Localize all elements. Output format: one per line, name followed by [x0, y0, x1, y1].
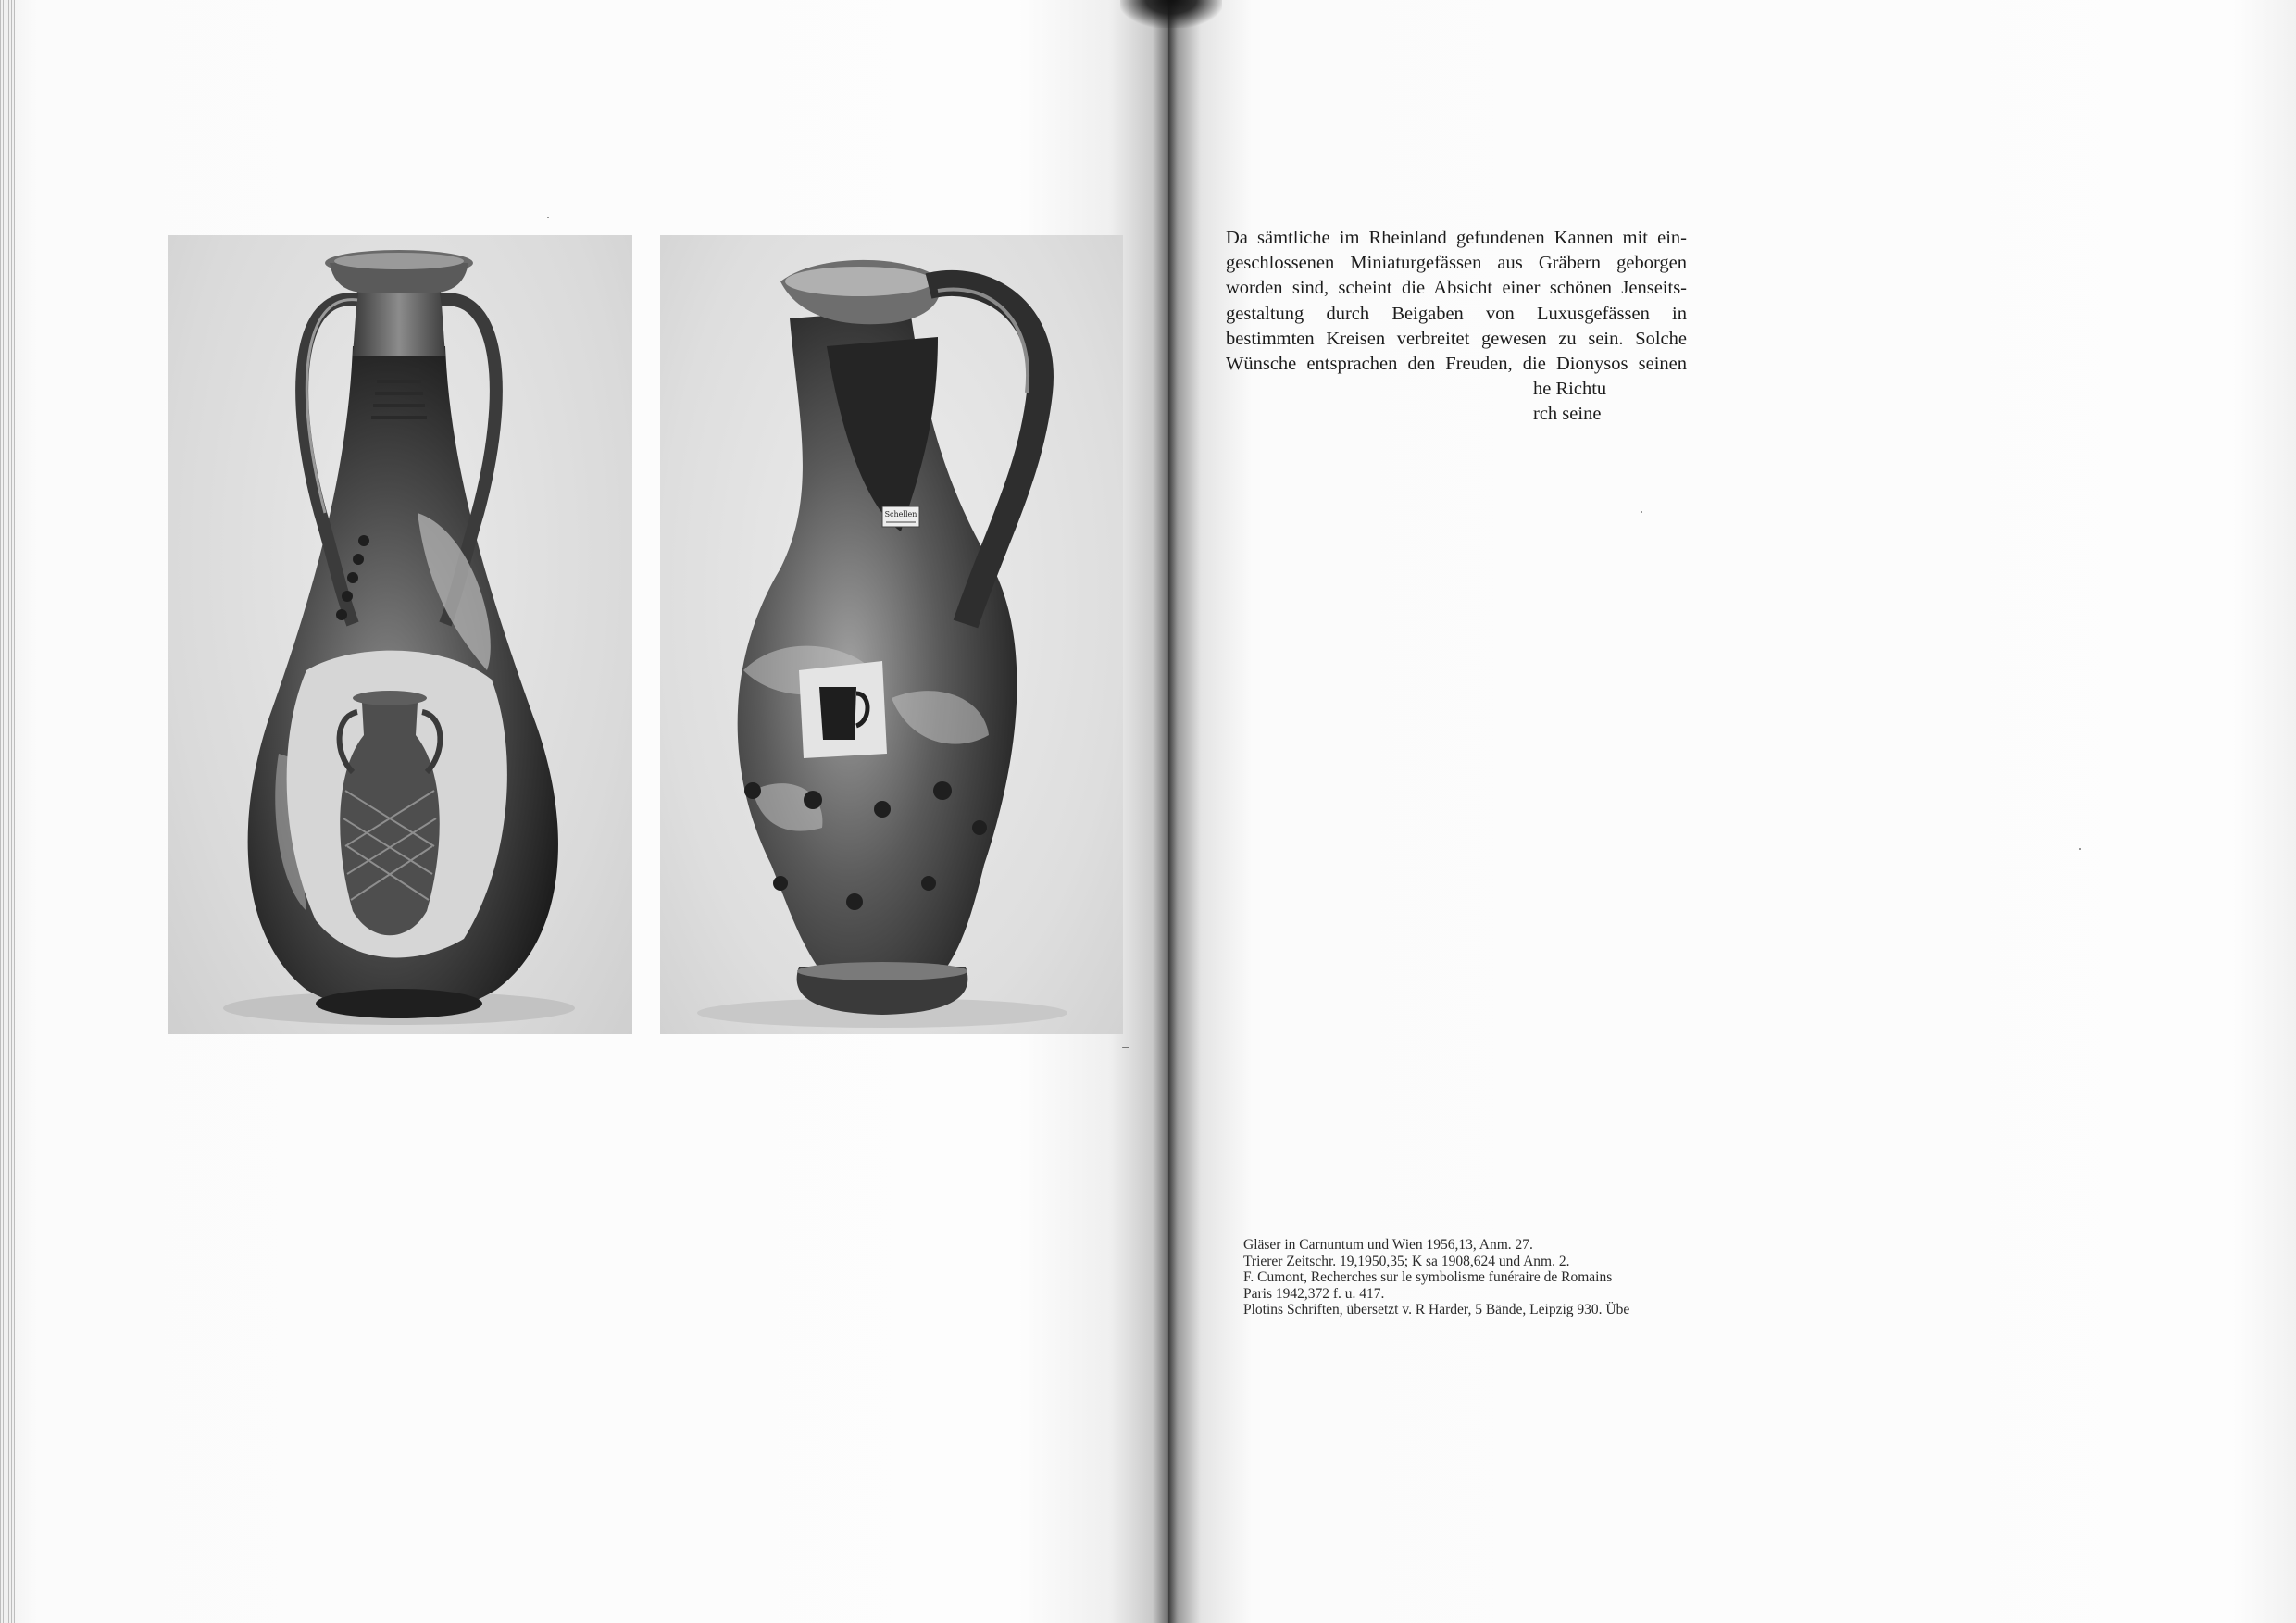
body-line: bestimmten Kreisen verbreitet gewesen zu sein. Solche	[1226, 328, 1687, 349]
body-line: gestaltung durch Beigaben von Luxusgefässen in	[1226, 303, 1687, 324]
body-line: Wünsche entsprachen den Freuden, die Dionysos seinen	[1226, 354, 1687, 375]
paper-speck	[547, 217, 549, 218]
page-edges	[0, 0, 15, 1623]
jug-label-text: Schellen	[884, 510, 917, 518]
body-fragment: he Richtu	[1533, 379, 1607, 400]
body-line: Da sämtliche im Rheinland gefundenen Kannen mit ein-	[1226, 228, 1687, 248]
paper-speck	[1122, 1047, 1129, 1048]
body-line: geschlossenen Miniaturgefässen aus Gräbern geborgen	[1226, 253, 1687, 274]
body-fragment: rch seine	[1533, 404, 1602, 425]
gutter-shadow	[1120, 0, 1222, 28]
footnote: Gläser in Carnuntum und Wien 1956,13, Anm. 27.	[1243, 1237, 1533, 1253]
footnotes	[1243, 1237, 1686, 1318]
body-text	[1226, 226, 1687, 428]
amphora-photo	[168, 235, 632, 1034]
jug-photo	[660, 235, 1123, 1034]
footnote: Paris 1942,372 f. u. 417.	[1243, 1285, 1385, 1302]
body-line: worden sind, scheint die Absicht einer schönen Jenseits-	[1226, 278, 1687, 299]
footnote: Trierer Zeitschr. 19,1950,35; K sa 1908,624 und Anm. 2.	[1243, 1253, 1570, 1269]
paper-speck	[1641, 511, 1642, 513]
footnote: Plotins Schriften, übersetzt v. R Harder, 5 Bände, Leipzig 930. Übe	[1243, 1302, 1630, 1318]
paper-speck	[2079, 848, 2081, 850]
photo-plate-amphora	[168, 235, 632, 1034]
photo-plate-jug	[660, 235, 1123, 1034]
footnote: F. Cumont, Recherches sur le symbolisme funéraire de Romains	[1243, 1269, 1613, 1286]
